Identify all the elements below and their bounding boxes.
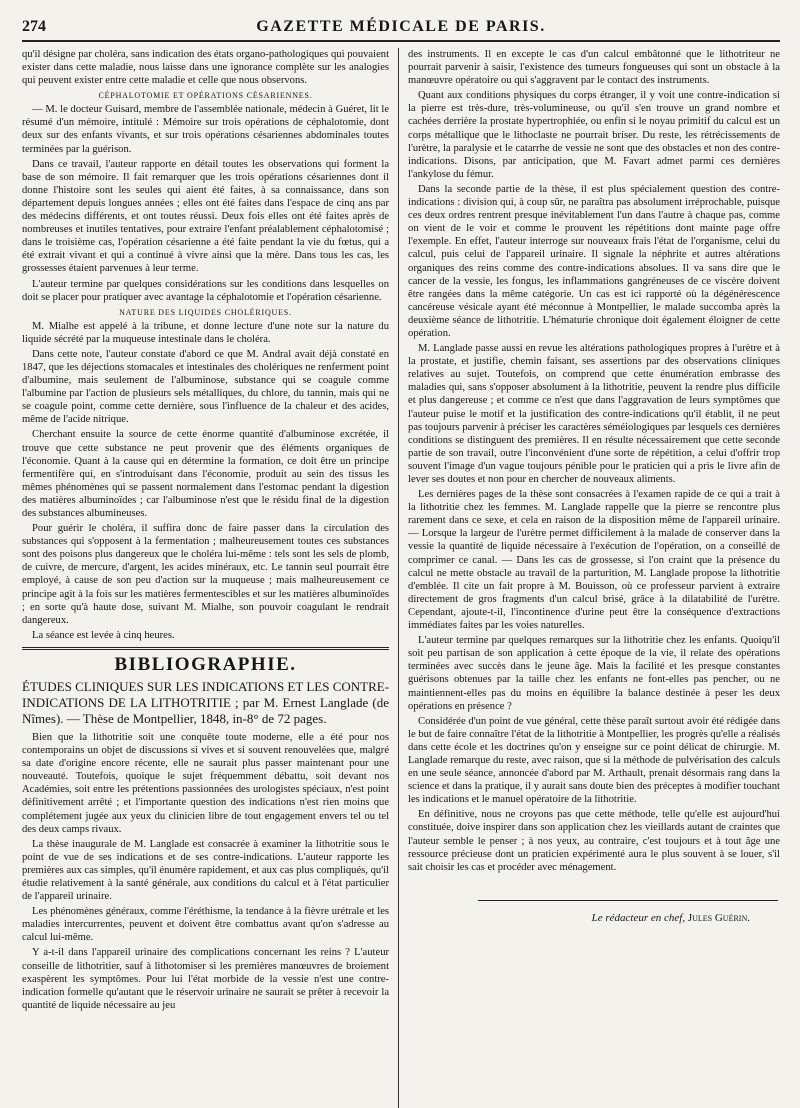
bibliography-title: BIBLIOGRAPHIE.	[114, 653, 297, 675]
right-column	[408, 48, 780, 1108]
paragraph: Pour guérir le choléra, il suffira donc de faire passer dans la circulation des substances qui s'opposent à la fermentation ; malheureusement toutes ces substances sont des poisons plus dangereux que le choléra lui-même : tels sont les sels de plomb, de cuivre, de mercure, d'argent, les acides minéraux, etc. Le tannin seul pourrait être employé, à cause de son peu d'action sur la muqueuse ; mais malheureusement ce principe agit à la fois sur les matières fermentescibles et sur les matières albuminoïdes ; en sorte qu'à haute dose, suivant M. Mialhe, son pouvoir coagulant le rendrait dangereux.	[22, 523, 390, 626]
paragraph: Dans cette note, l'auteur constate d'abord ce que M. Andral avait déjà constaté en 1847, que les déjections stomacales et intestinales des cholériques ne renferment point d'albumine, mais seulement de l'albuminose, substance qui se coagule comme l'albumine par l'action de plusieurs sels métalliques, du chlore, du tannin, mais qui ne se coagule point, comme cette dernière, sous l'influence de la chaleur et des acides, même de l'acide nitrique.	[22, 348, 390, 426]
paragraph: La thèse inaugurale de M. Langlade est consacrée à examiner la lithotritie sous le point de vue de ses indications et de ses contre-indications. L'auteur rapporte les premières aux cas simples, qu'il énumère rapidement, et aux cas plus compliqués, qu'il étudie relativement à la santé générale, aux conditions du calcul et à l'état particulier de l'appareil urinaire.	[22, 838, 390, 903]
section-heading: NATURE DES LIQUIDES CHOLÉRIQUES.	[119, 307, 292, 317]
page-header	[22, 18, 780, 42]
paragraph: En définitive, nous ne croyons pas que cette méthode, telle qu'elle est aujourd'hui constituée, doive inspirer dans son application chez les vieillards autant de craintes que l'auteur semble le penser ; à nos yeux, au contraire, c'est toujours et à tout âge une ressource précieuse dont un praticien expérimenté aura le plus souvent à se louer, s'il sait choisir les cas et procéder avec ménagement.	[408, 809, 780, 873]
paragraph: des instruments. Il en excepte le cas d'un calcul embâtonné que le lithotriteur ne pourrait parvenir à saisir, l'existence des tumeurs fongueuses qui sont un obstacle à la manœuvre opératoire ou qui s'aggravent par le contact des instruments.	[408, 49, 780, 87]
paragraph: La séance est levée à cinq heures.	[32, 629, 175, 641]
signature-rule	[478, 900, 778, 901]
paragraph: — M. le docteur Guisard, membre de l'assemblée nationale, médecin à Guéret, lit le résumé d'un mémoire, intitulé : Mémoire sur trois opérations de céphalotomie, dont deux sur des enfants vivants, et sur trois opérations césariennes abdominales toutes terminées par la guérison.	[22, 104, 390, 155]
editor-signature	[408, 912, 780, 924]
paragraph: Les phénomènes généraux, comme l'éréthisme, la tendance à la fièvre urétrale et les maladies intercurrentes, peuvent et doivent être combattus avant qu'on s'adresse au calcul lui-même.	[22, 906, 390, 944]
journal-title: GAZETTE MÉDICALE DE PARIS.	[256, 18, 546, 35]
left-column	[22, 48, 398, 1108]
section-heading: CÉPHALOTOMIE ET OPÉRATIONS CÉSARIENNES.	[98, 91, 313, 101]
paragraph: Les dernières pages de la thèse sont consacrées à l'examen rapide de ce qui a trait à la lithotritie chez les femmes. M. Langlade rappelle que la pierre se rencontre plus rarement dans ce sexe, et cela en raison de la disposition même de l'appareil urinaire. — Lorsque la largeur de l'urètre permet difficilement à la malade de conserver dans la vessie la quantité de liquide nécessaire à l'exécution de l'opération, on a conseillé de comprimer ce canal. — Dans les cas de grossesse, si l'on craint que la présence du calcul ne mette obstacle au travail de la parturition, M. Langlade propose la lithotritie d'emblée. Il cite un fait propre à M. Bouisson, où ce professeur parvient à extraire directement de gros fragments d'un calcul brisé, grâce à la dilatabilité de l'urètre. Cependant, ajoute-t-il, l'incontinence d'urine peut être la conséquence d'extractions immédiates faites par les voies naturelles.	[408, 489, 780, 632]
paragraph: Dans ce travail, l'auteur rapporte en détail toutes les observations qui forment la base de son mémoire. Il fait remarquer que les trois opérations césariennes dont il donne l'histoire sont les seules qui aient été faites, à sa connaissance, dans son département depuis longues années ; elles ont été faites dans l'espace de cinq ans par des médecins différents, et ont toutes réussi. Deux fois elles ont été faites après de nombreuses et inutiles tentatives, pour extraire l'enfant préalablement céphalotomisé ; dans le troisième cas, l'opération césarienne a été faite pendant la vie du fœtus, qui a été extrait vivant et qui a continué à vivre ainsi que la mère. Dans tous les cas, les grossesses étaient parvenues à leur terme.	[22, 158, 390, 275]
signature-role: Le rédacteur en chef,	[591, 911, 686, 924]
paragraph: L'auteur termine par quelques remarques sur la lithotritie chez les enfants. Quoiqu'il soit peu partisan de son application à cette époque de la vie, il relate des opérations terminées avec succès dans le jeune âge. Mais la facilité et les presque constantes guérisons obtenues par la taille chez les enfants ne font-elles pas pencher, ou ne maintiennent-elles pas du moins en équilibre la balance destinée à peser les deux opérations en présence ?	[408, 635, 780, 712]
signature-name: Jules Guérin.	[687, 911, 750, 924]
paragraph: Considérée d'un point de vue général, cette thèse paraît surtout avoir été rédigée dans le but de faire connaître l'état de la lithotritie à Montpellier, les progrès qu'elle a réalisés dans cette école et les doctrines qu'on y enseigne sur ce point délicat de chirurgie. M. Langlade remarque du reste, avec raison, que si la méthode de pulvérisation des calculs en une seule séance, annoncée d'abord par M. Arthault, prenait désormais rang dans la science et dans la pratique, il y aurait sans doute bien des préceptes à modifier touchant les indications et le manuel opératoire de la lithotritie.	[408, 715, 780, 806]
paragraph: Dans la seconde partie de la thèse, il est plus spécialement question des contre-indications : division qui, à coup sûr, ne paraîtra pas absolument irréprochable, puisque ces deux ordres rentrent presque inévitablement l'un dans l'autre à chaque pas, comme on vient de le voir et comme le prouvent les répétitions dont mainte page offre l'exemple. En effet, l'auteur interroge sur nouveaux frais l'état de l'organisme, celui du calcul, puis celui de l'appareil urinaire. Il signale la néphrite et autres altérations organiques des reins comme des contre-indications absolues. Il va sans dire que le cancer de la vessie, les fongus, les inflammations gangréneuses de ce viscère doivent être rangées dans la même catégorie. Un cas est ici rapporté où la dégénérescence cancéreuse vésicale ayant été méconnue à Montpellier, le malade succomba après la deuxième séance de lithotritie. L'hématurie chronique doit également éloigner de cette opération.	[408, 183, 780, 339]
paragraph: Bien que la lithotritie soit une conquête toute moderne, elle a été pour nos contemporains un objet de discussions si vives et si souvent renouvelées que, malgré sa date d'origine encore récente, elle ne saurait plus passer maintenant pour une nouveauté. Toutefois, quoique le sujet fréquemment débattu, soit devant nos Académies, soit entre les prétentions passionnées des urologistes spéciaux, n'est point définitivement arrêté ; et l'importante question des indications n'est rien moins que complétement jugée aux yeux du clinicien libre de tout engagement envers tel ou tel des deux camps rivaux.	[22, 731, 390, 835]
paragraph: Quant aux conditions physiques du corps étranger, il y voit une contre-indication si la pierre est très-dure, très-volumineuse, ou qu'il s'en trouve un grand nombre et cachées derrière la prostate hypertrophiée, ou enfin si le noyau primitif du calcul est un corps métallique que le lithoclaste ne pourrait briser. Du reste, les rétrécissements de l'urètre, la paralysie et le catarrhe de vessie ne sont que des obstacles et non des contre-indications. Disons, par anticipation, que M. Favart admet parmi ces dernières l'ankylose du fémur.	[408, 90, 780, 180]
paragraph: M. Langlade passe aussi en revue les altérations pathologiques propres à l'urètre et à la prostate, et justifie, chemin faisant, ses assertions par des observations cliniques relatives au sujet. Toutefois, on comprend que cette énumération embrasse des maladies qui, sans s'opposer absolument à la lithotritie, peuvent la rendre plus difficile et plus dangereuse ; et comme ce n'est que dans l'aggravation de leurs symptômes que l'auteur puise le motif et la justification des contre-indications qu'il établit, il ne peut pas toujours parvenir à préciser les caractères séméiologiques par lesquels ces dernières conditions se distinguent des premières. Il en résulte nécessairement que cette seconde partie de son travail, outre l'inconvénient d'une sorte de répétition, a celui d'offrir trop souvent l'image d'un vague toujours pénible pour le praticien qui a pris le livre afin de lever ses doutes et non pour en chercher de nouveaux aliments.	[408, 343, 780, 485]
paragraph: M. Mialhe est appelé à la tribune, et donne lecture d'une note sur la nature du liquide sécrété par la muqueuse intestinale dans le choléra.	[22, 320, 390, 345]
paragraph: Cherchant ensuite la source de cette énorme quantité d'albuminose excrétée, il trouve que cette substance ne peut provenir que des éléments organiques de l'économie. Quant à la cause qui en détermine la formation, ce doit être un principe fermentifère qui, en s'introduisant dans l'économie, produit au sein des tissus les mêmes phénomènes qui se passent normalement dans l'estomac pendant la digestion des matières albuminoïdes ; car l'albuminose n'est que le résidu final de la digestion des substances albumineuses.	[22, 429, 390, 519]
column-divider	[398, 48, 399, 1108]
two-column-body	[22, 48, 780, 1108]
paragraph: qu'il désigne par choléra, sans indication des états organo-pathologiques qui pouvaient exister dans cette maladie, nous laisse dans une ignorance complète sur les analogies qui peuvent exister entre cette maladie et celle que nous observons.	[22, 49, 390, 87]
bibliography-reference: ÉTUDES CLINIQUES SUR LES INDICATIONS ET LES CONTRE-INDICATIONS DE LA LITHOTRITIE ; par M. Ernest Langlade (de Nîmes). — Thèse de Montpellier, 1848, in-8° de 72 pages.	[22, 678, 390, 726]
page-number: 274	[22, 18, 46, 35]
paragraph: Y a-t-il dans l'appareil urinaire des complications concernant les reins ? L'auteur conseille de lithotritier, sauf à lithotomiser si les premières manœuvres de broiement exaspèrent les symptômes. Pour lui l'état morbide de la vessie n'est une contre-indication formelle qu'autant que le réservoir urinaire ne saurait se prêter à recevoir la quantité de liquide nécessaire au jeu	[22, 947, 390, 1011]
paragraph: L'auteur termine par quelques considérations sur les conditions dans lesquelles on doit se placer pour pratiquer avec avantage la céphalotomie et l'opération césarienne.	[22, 278, 390, 303]
section-divider	[22, 647, 389, 650]
